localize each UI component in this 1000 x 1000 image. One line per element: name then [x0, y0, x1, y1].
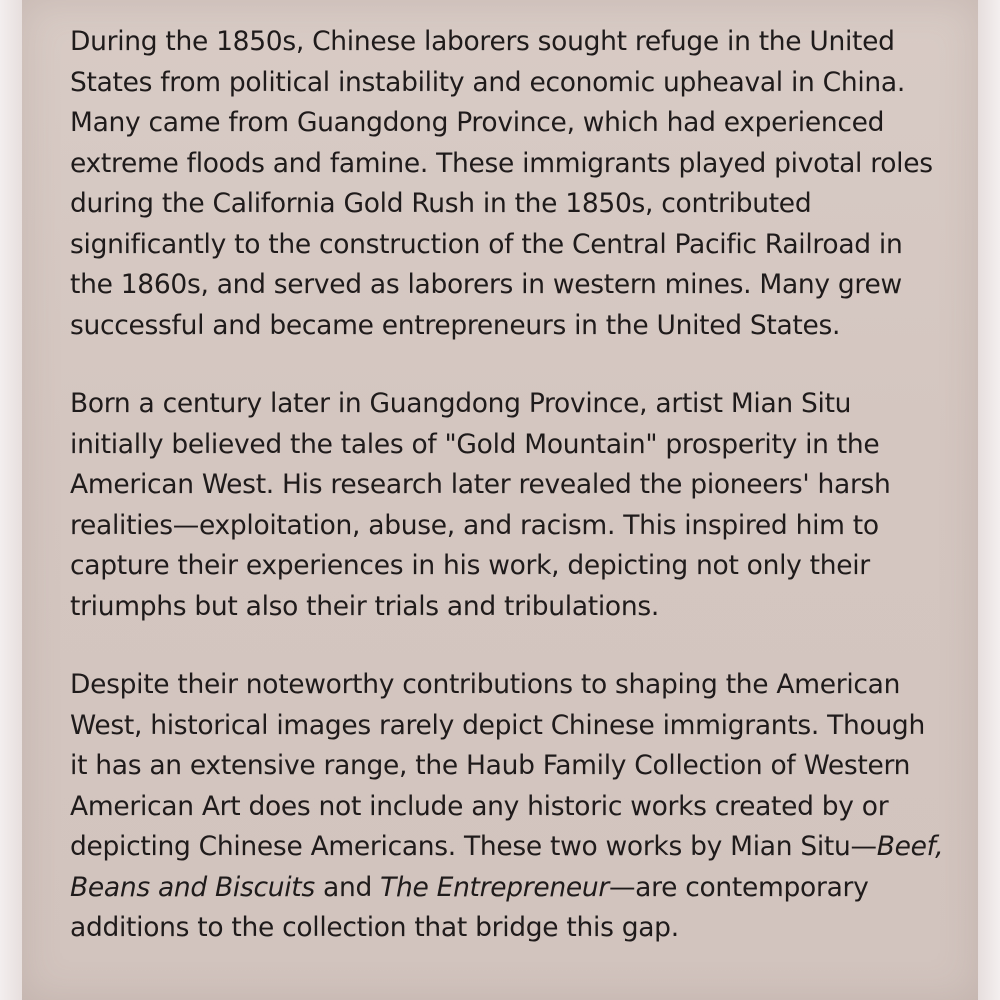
text-line: additions to the collection that bridge this gap. [70, 912, 679, 943]
wall-right-edge [978, 0, 1000, 1000]
text-line: during the California Gold Rush in the 1850s, contributed [70, 188, 812, 219]
text-line: initially believed the tales of "Gold Mountain" prosperity in the [70, 428, 880, 460]
text-line: the 1860s, and served as laborers in western mines. Many grew [70, 269, 902, 300]
paragraph-3 [70, 665, 944, 949]
exhibit-label-text [70, 22, 944, 949]
paragraph-1 [70, 22, 940, 346]
text-line: capture their experiences in his work, depicting not only their [70, 550, 870, 581]
wall-left-edge [0, 0, 22, 1000]
text-segment: and [314, 871, 381, 903]
text-line [70, 868, 940, 909]
text-line: States from political instability and economic upheaval in China. [70, 66, 905, 98]
text-line: extreme floods and famine. These immigrants played pivotal roles [70, 147, 933, 179]
text-segment: depicting Chinese Americans. These two works by Mian Situ— [70, 831, 877, 862]
text-line: triumphs but also their trials and tribulations. [70, 590, 659, 622]
text-line: significantly to the construction of the Central Pacific Railroad in [70, 228, 903, 260]
paragraph-2 [70, 384, 940, 627]
text-line: Despite their noteworthy contributions to shaping the American [70, 669, 901, 700]
artwork-title-fragment: Beef, [876, 831, 944, 862]
text-line: American West. His research later revealed the pioneers' harsh [70, 469, 891, 500]
text-line: it has an extensive range, the Haub Family Collection of Western [70, 750, 911, 781]
text-line: Many came from Guangdong Province, which had experienced [70, 107, 885, 138]
text-segment: —are contemporary [608, 871, 869, 903]
exhibit-label-panel [22, 0, 978, 1000]
text-line: West, historical images rarely depict Chinese immigrants. Though [70, 709, 925, 741]
text-line: American Art does not include any historic works created by or [70, 790, 889, 822]
text-line: Born a century later in Guangdong Province, artist Mian Situ [70, 388, 852, 419]
text-line: realities—exploitation, abuse, and racism. This inspired him to [70, 509, 879, 541]
text-line: successful and became entrepreneurs in the United States. [70, 309, 841, 341]
text-line [70, 827, 944, 868]
artwork-title: The Entrepreneur [380, 871, 609, 903]
text-line: During the 1850s, Chinese laborers sought refuge in the United [70, 26, 895, 57]
artwork-title-fragment: Beans and Biscuits [70, 871, 315, 903]
